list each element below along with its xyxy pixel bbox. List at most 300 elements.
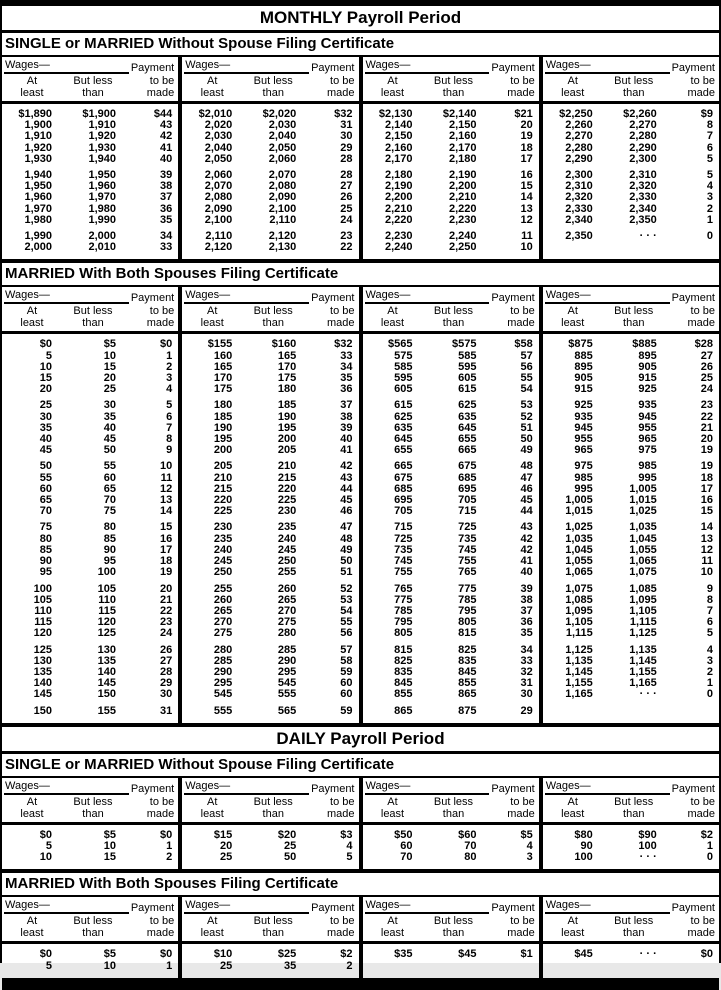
but-less-cell: 295	[277, 665, 297, 678]
payment-label: Payment	[130, 62, 175, 74]
row-group	[4, 461, 172, 517]
but-less-cell: 45	[103, 433, 116, 446]
payment-cell: 14	[160, 505, 173, 518]
at-least-cell: 2,230	[384, 230, 413, 243]
payment-cell: 19	[700, 460, 713, 473]
table-row	[4, 434, 172, 445]
but-less-cell: 2,160	[448, 130, 477, 143]
but-less-than-label: But less than	[73, 795, 113, 820]
payment-cell: 56	[340, 627, 353, 640]
column-headers	[365, 796, 535, 820]
row-group	[184, 109, 352, 165]
table-row	[545, 131, 713, 142]
row-group	[545, 645, 713, 701]
payment-cell: 23	[700, 399, 713, 412]
table-row	[184, 412, 352, 423]
at-least-cell: 180	[213, 399, 233, 412]
at-least-cell: 605	[394, 383, 413, 396]
but-less-than-label: But less than	[433, 795, 474, 820]
payment-label: Payment	[311, 782, 355, 795]
payment-cell: 16	[520, 169, 533, 182]
payment-cell: 28	[160, 665, 173, 678]
table-row	[365, 384, 533, 395]
but-less-cell: 1,025	[629, 505, 657, 518]
at-least-cell: 270	[213, 616, 233, 629]
payment-cell: 34	[160, 230, 173, 243]
column-headers	[184, 75, 354, 99]
but-less-cell: 225	[277, 494, 297, 507]
row-group	[365, 584, 533, 640]
panel-body	[182, 104, 358, 259]
payment-cell: 60	[340, 688, 353, 701]
at-least-label: At least	[200, 305, 224, 330]
but-less-cell: 2,280	[629, 130, 657, 143]
at-least-cell: $0	[39, 338, 52, 351]
at-least-cell: 1,125	[565, 643, 593, 656]
at-least-label: At least	[380, 795, 405, 820]
at-least-cell: 115	[34, 616, 52, 629]
panel-body	[2, 944, 178, 977]
at-least-cell: 1,960	[24, 191, 52, 204]
at-least-cell: 10	[39, 851, 52, 864]
at-least-cell: 895	[574, 360, 593, 373]
but-less-cell: 2,250	[448, 241, 477, 254]
but-less-cell: 2,240	[448, 230, 477, 243]
monthly-single-table	[2, 57, 719, 263]
table-row	[545, 423, 713, 434]
but-less-cell: 1,035	[629, 521, 657, 534]
at-least-cell: 1,075	[565, 582, 593, 595]
row-group	[4, 584, 172, 640]
payment-cell: 1	[706, 839, 713, 852]
to-be-made-label: to be made	[507, 75, 535, 99]
at-least-cell: 100	[574, 851, 593, 864]
payment-cell: 7	[166, 421, 173, 434]
at-least-cell: $0	[39, 828, 52, 841]
panel-body	[2, 104, 178, 259]
row-group	[184, 645, 352, 701]
table-row	[545, 852, 713, 863]
payment-cell: 57	[340, 643, 353, 656]
table-row	[184, 131, 352, 142]
at-least-cell: 2,280	[565, 141, 593, 154]
but-less-cell: 1,990	[88, 213, 116, 226]
at-least-cell: 545	[213, 688, 233, 701]
payment-label: Payment	[491, 292, 535, 305]
monthly-single-heading: SINGLE or MARRIED Without Spouse Filing Certificate	[2, 33, 719, 57]
but-less-cell: 130	[97, 643, 116, 656]
panel-header	[363, 57, 539, 104]
payment-cell: 58	[340, 654, 353, 667]
table-row	[4, 445, 172, 456]
at-least-cell: 635	[394, 421, 413, 434]
table-row	[184, 678, 352, 689]
payment-label: Payment	[671, 902, 715, 915]
but-less-cell: 825	[458, 643, 477, 656]
wage-table-panel	[539, 57, 719, 259]
table-row	[365, 215, 533, 226]
row-group	[4, 109, 172, 165]
at-least-cell: 160	[213, 349, 233, 362]
but-less-cell: 2,290	[629, 141, 657, 154]
table-row	[4, 678, 172, 689]
at-least-cell: 250	[213, 566, 233, 579]
table-row	[4, 339, 172, 350]
column-headers	[184, 796, 354, 820]
table-row	[365, 706, 533, 717]
table-row	[365, 545, 533, 556]
at-least-cell: 985	[574, 471, 593, 484]
but-less-cell: 815	[458, 627, 477, 640]
at-least-cell: $2,010	[198, 108, 233, 120]
table-row	[184, 949, 352, 960]
at-least-cell: 1,035	[565, 532, 593, 545]
but-less-cell: 555	[277, 688, 297, 701]
payment-cell: 1	[706, 677, 713, 690]
payment-cell: 36	[160, 202, 173, 215]
table-row	[4, 351, 172, 362]
payment-cell: 25	[340, 202, 353, 215]
but-less-cell: 745	[458, 543, 477, 556]
row-group	[545, 584, 713, 640]
payment-cell: $28	[694, 338, 713, 351]
row-group	[4, 949, 172, 971]
payment-cell: 46	[340, 505, 353, 518]
payment-cell: 10	[160, 460, 173, 473]
table-row	[184, 830, 352, 841]
at-least-cell: 5	[45, 349, 52, 362]
table-row	[184, 423, 352, 434]
payment-cell: 26	[340, 191, 353, 204]
but-less-cell: 140	[97, 665, 116, 678]
table-row	[365, 131, 533, 142]
payment-cell: 20	[700, 433, 713, 446]
row-group	[184, 339, 352, 395]
table-row	[545, 362, 713, 373]
but-less-cell: 905	[638, 360, 657, 373]
at-least-cell: 40	[39, 433, 52, 446]
but-less-cell: 955	[638, 421, 657, 434]
table-row	[365, 400, 533, 411]
but-less-cell: 205	[277, 444, 297, 457]
at-least-cell: $565	[388, 338, 413, 351]
at-least-cell: 655	[394, 444, 413, 457]
payment-cell: 52	[340, 582, 353, 595]
table-row	[365, 567, 533, 578]
at-least-cell: 230	[213, 521, 233, 534]
payment-cell: 35	[520, 627, 533, 640]
payment-cell: 10	[700, 566, 713, 579]
but-less-cell: 735	[458, 532, 477, 545]
panel-body	[543, 944, 719, 966]
payment-cell: 6	[166, 410, 173, 423]
but-less-cell: $5	[103, 338, 116, 351]
but-less-than-label: But less than	[73, 915, 113, 940]
table-row	[365, 362, 533, 373]
table-row	[4, 830, 172, 841]
payment-cell: 6	[706, 616, 713, 629]
table-row	[365, 584, 533, 595]
at-least-cell: 235	[213, 532, 233, 545]
table-row	[4, 852, 172, 863]
at-least-cell: 135	[33, 665, 52, 678]
but-less-cell: $5	[103, 828, 116, 841]
wage-table-panel	[359, 57, 539, 259]
wages-label: Wages—	[545, 59, 670, 74]
at-least-cell: 1,145	[565, 665, 593, 678]
at-least-cell: 835	[394, 665, 413, 678]
but-less-cell: 765	[458, 566, 477, 579]
row-group	[4, 645, 172, 701]
row-group	[365, 522, 533, 578]
at-least-cell: 625	[394, 410, 413, 423]
payment-label: Payment	[491, 902, 535, 915]
but-less-cell: 2,320	[629, 180, 657, 193]
table-row	[4, 584, 172, 595]
but-less-cell: 1,920	[88, 130, 116, 143]
payment-cell: $9	[700, 108, 713, 120]
table-row	[545, 567, 713, 578]
column-headers	[4, 305, 174, 329]
at-least-cell: 785	[394, 604, 413, 617]
payment-cell: 35	[160, 213, 173, 226]
table-row	[365, 841, 533, 852]
at-least-cell: 745	[394, 555, 413, 568]
at-least-cell: 1,135	[565, 654, 593, 667]
payment-cell: 41	[340, 444, 353, 457]
table-row	[184, 495, 352, 506]
payment-cell: 8	[706, 593, 713, 606]
but-less-cell: 90	[103, 543, 116, 556]
to-be-made-label: to be made	[507, 915, 535, 940]
payment-cell: 5	[706, 169, 713, 182]
panel-header	[543, 287, 719, 334]
payment-cell: $3	[340, 828, 353, 841]
daily-married-heading: MARRIED With Both Spouses Filing Certificate	[2, 873, 719, 897]
wage-table-panel	[359, 897, 539, 977]
payment-label: Payment	[671, 62, 715, 74]
at-least-cell: 595	[394, 372, 413, 385]
row-group	[4, 522, 172, 578]
but-less-cell: 60	[103, 471, 116, 484]
payment-cell: 32	[520, 665, 533, 678]
payment-cell: $0	[160, 948, 173, 961]
at-least-cell: 70	[39, 505, 52, 518]
to-be-made-label: to be made	[326, 915, 355, 940]
at-least-cell: $2,130	[378, 108, 413, 120]
at-least-label: At least	[561, 75, 585, 99]
table-row	[184, 567, 352, 578]
table-row	[365, 949, 533, 960]
but-less-than-label: But less than	[433, 305, 474, 330]
table-row	[184, 852, 352, 863]
at-least-cell: 170	[213, 372, 233, 385]
at-least-cell: $0	[39, 948, 52, 961]
table-row	[4, 656, 172, 667]
but-less-cell: 625	[458, 399, 477, 412]
payment-cell: 13	[160, 494, 173, 507]
payment-cell: 37	[340, 399, 353, 412]
but-less-cell: 2,340	[629, 202, 657, 215]
panel-header	[182, 897, 358, 944]
wages-payment-header	[184, 59, 354, 74]
table-row	[184, 522, 352, 533]
table-row	[184, 339, 352, 350]
at-least-cell: 275	[213, 627, 233, 640]
at-least-cell: 2,220	[384, 213, 413, 226]
panel-header	[2, 57, 178, 104]
but-less-cell: 775	[458, 582, 477, 595]
at-least-cell: 815	[394, 643, 413, 656]
at-least-cell: 755	[394, 566, 413, 579]
at-least-cell: 2,060	[204, 169, 233, 182]
table-row	[184, 628, 352, 639]
payment-label: Payment	[130, 902, 175, 915]
table-row	[184, 215, 352, 226]
payment-cell: 24	[340, 213, 353, 226]
payment-cell: 40	[160, 152, 173, 165]
to-be-made-label: to be made	[146, 305, 175, 330]
but-less-cell: 2,120	[268, 230, 297, 243]
but-less-cell: 70	[103, 494, 116, 507]
payment-cell: 22	[160, 604, 173, 617]
column-headers	[545, 796, 715, 820]
but-less-cell: 2,010	[88, 241, 116, 254]
at-least-cell: 675	[394, 471, 413, 484]
payment-cell: 60	[340, 677, 353, 690]
payment-cell: 26	[160, 643, 173, 656]
to-be-made-label: to be made	[687, 75, 715, 99]
payment-cell: 1	[166, 349, 173, 362]
payment-cell: 40	[520, 566, 533, 579]
row-group	[545, 109, 713, 165]
payment-cell: 1	[706, 213, 713, 226]
payment-cell: 11	[521, 230, 533, 243]
payment-label: Payment	[311, 292, 355, 305]
table-row	[545, 231, 713, 242]
table-row	[365, 689, 533, 700]
at-least-cell: 585	[394, 360, 413, 373]
payment-cell: 7	[706, 604, 713, 617]
but-less-cell: 110	[98, 593, 116, 606]
row-group	[365, 231, 533, 253]
table-row	[4, 495, 172, 506]
at-least-cell: 615	[394, 399, 413, 412]
table-row	[365, 667, 533, 678]
payment-cell: 2	[346, 959, 353, 972]
payment-cell: $1	[520, 948, 533, 961]
but-less-cell: 755	[458, 555, 477, 568]
payment-cell: 45	[520, 494, 533, 507]
table-row	[4, 400, 172, 411]
row-group	[365, 461, 533, 517]
table-row	[4, 556, 172, 567]
but-less-cell: 55	[103, 460, 116, 473]
payment-label: Payment	[671, 292, 715, 305]
but-less-cell: 725	[458, 521, 477, 534]
wages-label: Wages—	[545, 780, 670, 795]
but-less-cell: 545	[277, 677, 297, 690]
monthly-married-heading: MARRIED With Both Spouses Filing Certificate	[2, 263, 719, 287]
table-row	[365, 423, 533, 434]
payment-cell: 21	[700, 421, 713, 434]
table-row	[4, 373, 172, 384]
table-row	[365, 606, 533, 617]
panel-header	[2, 897, 178, 944]
row-group	[184, 584, 352, 640]
payment-cell: 41	[520, 555, 533, 568]
table-row	[4, 689, 172, 700]
payment-cell: 27	[700, 349, 713, 362]
payment-cell: 5	[166, 399, 173, 412]
to-be-made-label: to be made	[326, 75, 355, 99]
but-less-cell: 915	[638, 372, 657, 385]
at-least-cell: 65	[39, 494, 52, 507]
wages-payment-header	[4, 289, 174, 304]
but-less-cell: $5	[103, 948, 116, 961]
at-least-cell: 1,065	[565, 566, 593, 579]
table-row	[184, 961, 352, 972]
at-least-cell: 965	[574, 444, 593, 457]
row-group	[184, 522, 352, 578]
but-less-cell: 945	[638, 410, 657, 423]
at-least-cell: 2,090	[204, 202, 233, 215]
at-least-cell: 2,300	[565, 169, 593, 182]
payment-cell: 52	[520, 410, 533, 423]
at-least-label: At least	[561, 305, 585, 330]
payment-cell: 45	[340, 494, 353, 507]
wage-table-panel	[2, 897, 178, 977]
at-least-cell: 825	[394, 654, 413, 667]
but-less-cell: $1,900	[82, 108, 116, 120]
table-row	[4, 706, 172, 717]
table-row	[184, 154, 352, 165]
row-group	[545, 170, 713, 226]
payment-cell: 14	[520, 191, 533, 204]
payment-cell: $0	[700, 948, 713, 961]
daily-period-title: DAILY Payroll Period	[2, 727, 719, 754]
table-row	[365, 461, 533, 472]
but-less-cell: 175	[277, 372, 297, 385]
at-least-cell: 25	[220, 959, 233, 972]
table-row	[545, 522, 713, 533]
but-less-cell: 2,350	[629, 213, 657, 226]
table-row	[4, 567, 172, 578]
table-row	[4, 461, 172, 472]
payment-cell: 11	[160, 471, 173, 484]
payment-cell: 36	[520, 616, 533, 629]
but-less-cell: 35	[103, 410, 116, 423]
but-less-cell: 20	[103, 372, 116, 385]
wages-label: Wages—	[184, 899, 309, 914]
payment-cell: 31	[160, 704, 173, 717]
at-least-cell: 1,910	[24, 130, 52, 143]
but-less-cell: 585	[458, 349, 477, 362]
but-less-cell: 1,105	[629, 604, 657, 617]
row-group	[365, 706, 533, 717]
table-row	[4, 595, 172, 606]
panel-body	[363, 104, 539, 259]
but-less-cell: 895	[638, 349, 657, 362]
to-be-made-label: to be made	[326, 305, 355, 330]
at-least-cell: 1,095	[565, 604, 593, 617]
table-row	[365, 434, 533, 445]
payment-cell: 8	[706, 119, 713, 132]
panel-header	[363, 778, 539, 825]
table-row	[545, 192, 713, 203]
wages-payment-header	[365, 59, 535, 74]
payment-cell: 5	[706, 152, 713, 165]
